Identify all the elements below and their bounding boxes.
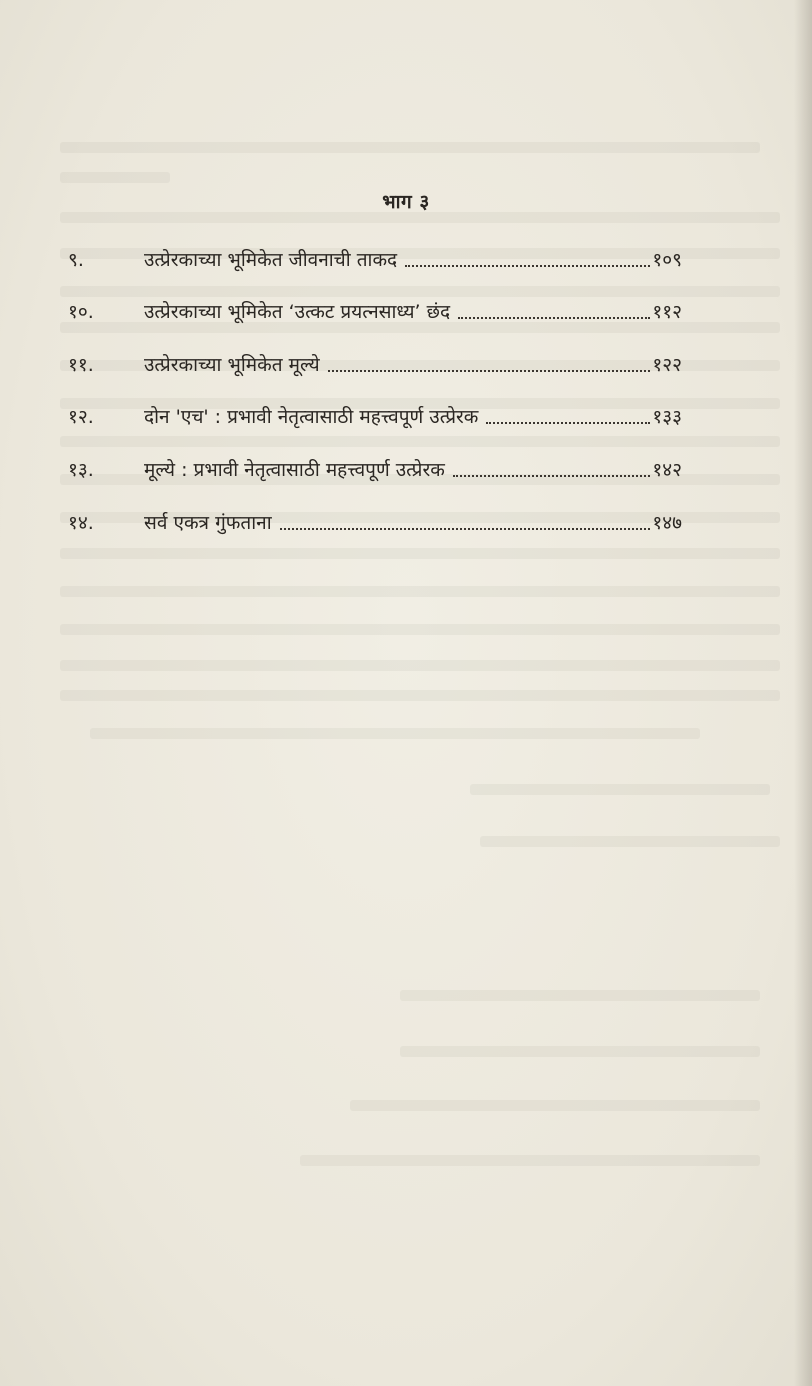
toc-entry bbox=[68, 402, 682, 432]
toc-entry-page: १४२ bbox=[652, 459, 682, 481]
toc-entry-title: उत्प्रेरकाच्या भूमिकेत मूल्ये bbox=[144, 354, 320, 376]
toc-entry-page: १३३ bbox=[652, 406, 682, 428]
toc-entry-title: सर्व एकत्र गुंफताना bbox=[144, 512, 272, 534]
toc-dot-leader bbox=[328, 370, 650, 372]
toc-entry-number: ९. bbox=[68, 249, 84, 271]
toc-dot-leader bbox=[486, 422, 650, 424]
toc-entry bbox=[68, 455, 682, 485]
toc-dot-leader bbox=[458, 317, 650, 319]
toc-entry-page: १२२ bbox=[652, 354, 682, 376]
toc-entry-number: ११. bbox=[68, 354, 94, 376]
toc-entry bbox=[68, 508, 682, 538]
toc-entry-page: १४७ bbox=[652, 512, 682, 534]
section-heading: भाग ३ bbox=[382, 191, 430, 213]
toc-entry-number: १०. bbox=[68, 301, 94, 323]
toc-entry-title: दोन 'एच' : प्रभावी नेतृत्वासाठी महत्त्वपूर्ण उत्प्रेरक bbox=[144, 406, 479, 428]
toc-entry-page: १०९ bbox=[652, 249, 682, 271]
toc-entry bbox=[68, 297, 682, 327]
toc-entry bbox=[68, 245, 682, 275]
toc-entry-number: १४. bbox=[68, 512, 94, 534]
toc-dot-leader bbox=[405, 265, 650, 267]
toc-entry-number: १२. bbox=[68, 406, 94, 428]
toc-entry-number: १३. bbox=[68, 459, 94, 481]
toc-entry-title: उत्प्रेरकाच्या भूमिकेत ‘उत्कट प्रयत्नसाध्य’ छंद bbox=[144, 301, 451, 323]
toc-dot-leader bbox=[280, 528, 650, 530]
toc-entry-title: मूल्ये : प्रभावी नेतृत्वासाठी महत्त्वपूर्ण उत्प्रेरक bbox=[144, 459, 445, 481]
toc-entry-title: उत्प्रेरकाच्या भूमिकेत जीवनाची ताकद bbox=[144, 249, 398, 271]
toc-entry bbox=[68, 350, 682, 380]
toc-entry-page: ११२ bbox=[652, 301, 682, 323]
toc-dot-leader bbox=[453, 475, 650, 477]
